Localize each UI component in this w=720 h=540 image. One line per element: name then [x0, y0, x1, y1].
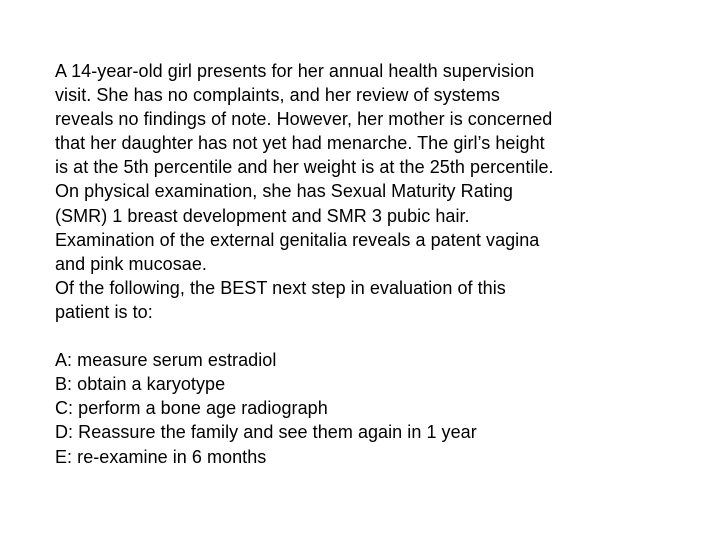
question-line-3: reveals no findings of note. However, her mother is concerned — [55, 109, 553, 130]
blank-line-spacer — [55, 324, 655, 348]
question-line-1: A 14-year-old girl presents for her annual health supervision — [55, 61, 535, 81]
question-prompt-line-1: Of the following, the BEST next step in evaluation of this — [55, 277, 506, 298]
answer-option-d: D: Reassure the family and see them again in 1 year — [55, 422, 477, 443]
answer-option-c: C: perform a bone age radiograph — [55, 398, 328, 419]
answer-option-a: A: measure serum estradiol — [55, 350, 277, 371]
question-line-4: that her daughter has not yet had menarche. The girl’s height — [55, 133, 545, 154]
question-line-9: and pink mucosae. — [55, 253, 207, 274]
question-line-2: visit. She has no complaints, and her review of systems — [55, 85, 500, 106]
answer-option-e: E: re-examine in 6 months — [55, 446, 267, 467]
question-line-8: Examination of the external genitalia reveals a patent vagina — [55, 229, 540, 250]
question-line-7: (SMR) 1 breast development and SMR 3 pubic hair. — [55, 205, 470, 226]
answer-option-b: B: obtain a karyotype — [55, 374, 226, 395]
question-prompt-line-2: patient is to: — [55, 301, 153, 322]
question-line-6: On physical examination, she has Sexual Maturity Rating — [55, 181, 513, 202]
question-text-block — [55, 59, 655, 469]
question-line-5: is at the 5th percentile and her weight is at the 25th percentile. — [55, 157, 554, 178]
